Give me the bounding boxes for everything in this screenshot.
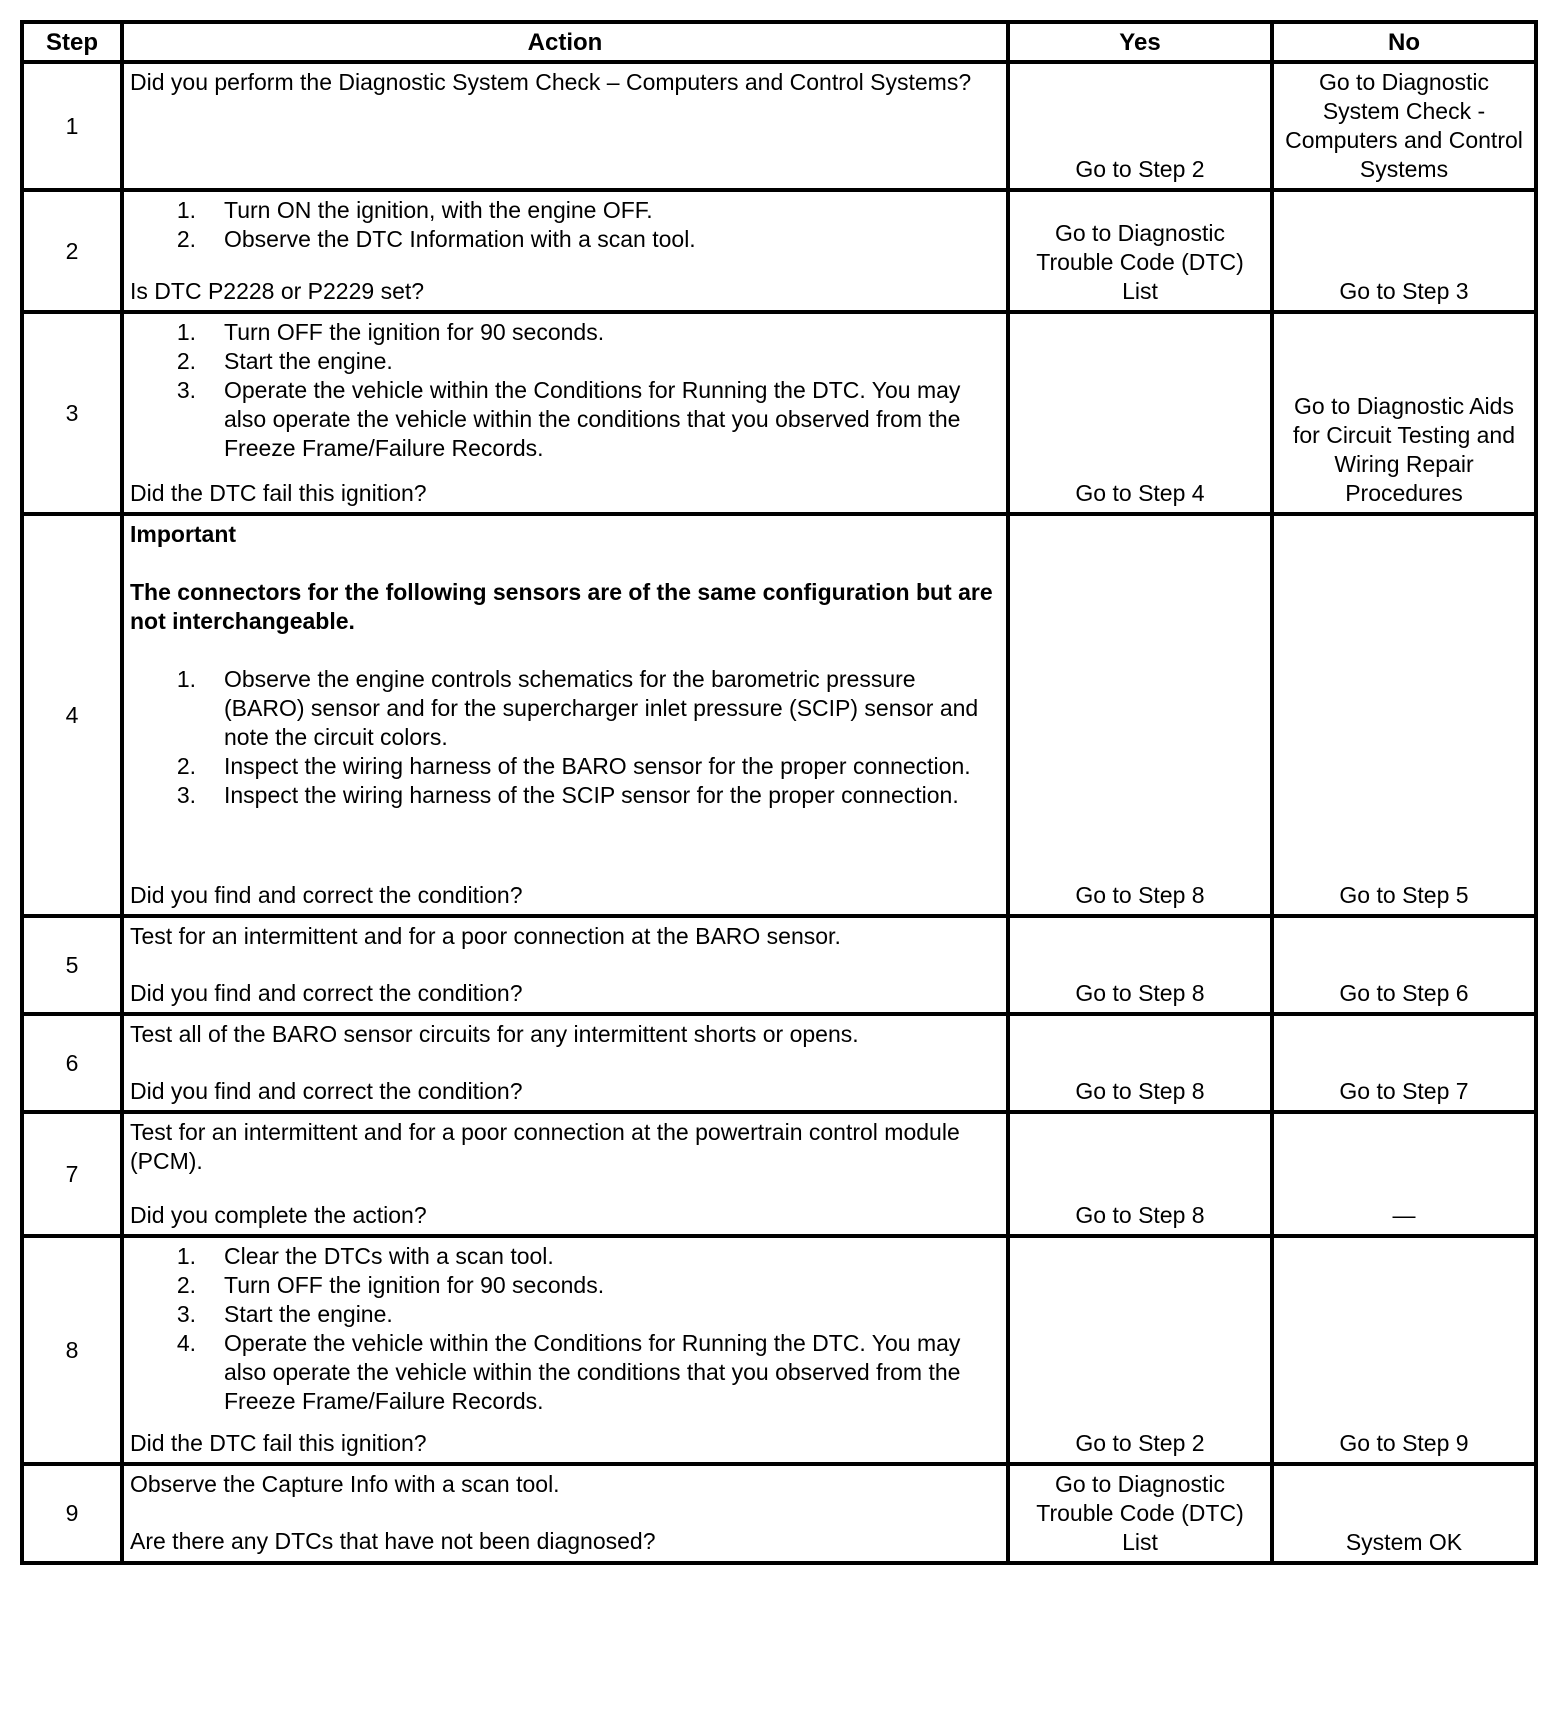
- yes-result: Go to Step 8: [1075, 882, 1205, 908]
- action-paragraph: Test for an intermittent and for a poor connection at the powertrain control module (PCM).: [130, 1119, 960, 1174]
- yes-cell: [1008, 1112, 1272, 1236]
- action-content: [124, 192, 1006, 310]
- no-cell: [1272, 916, 1536, 1014]
- action-cell: [122, 916, 1008, 1014]
- table-header-row: [22, 22, 1536, 62]
- header-action: Action: [122, 22, 1008, 62]
- action-paragraph: Test for an intermittent and for a poor connection at the BARO sensor.: [130, 923, 841, 949]
- list-item-number: 3.: [176, 782, 196, 808]
- list-item-text: Operate the vehicle within the Conditions for Running the DTC. You may also operate the vehicle within the conditions that you observed from the Freeze Frame/Failure Records.: [224, 1330, 961, 1414]
- action-cell: [122, 62, 1008, 190]
- action-steps-list: [130, 665, 1000, 810]
- list-item-number: 4.: [176, 1330, 196, 1356]
- list-item-text: Operate the vehicle within the Conditions for Running the DTC. You may also operate the vehicle within the conditions that you observed from the Freeze Frame/Failure Records.: [224, 377, 961, 461]
- step-number-cell: 2: [22, 190, 122, 312]
- list-item-text: Clear the DTCs with a scan tool.: [224, 1243, 554, 1269]
- table-row: [22, 1236, 1536, 1464]
- action-cell: [122, 190, 1008, 312]
- no-result: Go to Step 6: [1339, 980, 1469, 1006]
- no-result: —: [1392, 1202, 1416, 1228]
- action-paragraph: Observe the Capture Info with a scan tool.: [130, 1471, 560, 1497]
- no-cell: [1272, 1014, 1536, 1112]
- action-question: Are there any DTCs that have not been diagnosed?: [130, 1528, 656, 1554]
- action-question: Did you find and correct the condition?: [130, 980, 523, 1006]
- yes-cell: [1008, 190, 1272, 312]
- table-row: [22, 1464, 1536, 1563]
- list-item: [130, 196, 1000, 225]
- yes-cell: [1008, 1464, 1272, 1563]
- table-row: [22, 62, 1536, 190]
- list-item: [130, 752, 1000, 781]
- no-cell: [1272, 514, 1536, 916]
- action-instructions: [130, 68, 1000, 97]
- yes-result: Go to Diagnostic Trouble Code (DTC) List: [1036, 220, 1244, 304]
- action-instructions: [130, 1118, 1000, 1176]
- no-cell: [1272, 312, 1536, 514]
- list-item-text: Observe the DTC Information with a scan tool.: [224, 226, 696, 252]
- yes-cell: [1008, 514, 1272, 916]
- list-item: [130, 376, 1000, 463]
- step-number-cell: 9: [22, 1464, 122, 1563]
- action-instructions: [130, 1020, 1000, 1049]
- list-item: [130, 1242, 1000, 1271]
- action-instructions: [130, 1470, 1000, 1499]
- action-content: [124, 1114, 1006, 1234]
- action-question: Did you find and correct the condition?: [130, 1078, 523, 1104]
- action-instructions: [130, 520, 1000, 810]
- table-row: [22, 1112, 1536, 1236]
- list-item-number: 1.: [176, 197, 196, 223]
- table-row: [22, 514, 1536, 916]
- action-cell: [122, 1014, 1008, 1112]
- no-cell: [1272, 1236, 1536, 1464]
- list-item-number: 2.: [176, 348, 196, 374]
- action-instructions: [130, 1242, 1000, 1416]
- yes-result: Go to Diagnostic Trouble Code (DTC) List: [1036, 1471, 1244, 1555]
- action-content: [124, 1016, 1006, 1110]
- list-item: [130, 347, 1000, 376]
- list-item: [130, 781, 1000, 810]
- no-result: System OK: [1345, 1529, 1463, 1555]
- action-paragraph: Did you perform the Diagnostic System Check – Computers and Control Systems?: [130, 69, 972, 95]
- action-question: Did the DTC fail this ignition?: [130, 1430, 427, 1456]
- action-question: Did you find and correct the condition?: [130, 882, 523, 908]
- important-text: The connectors for the following sensors are of the same configuration but are not interchangeable.: [130, 579, 993, 634]
- header-yes: Yes: [1008, 22, 1272, 62]
- spacer: [130, 549, 1000, 578]
- list-item-number: 3.: [176, 1301, 196, 1327]
- list-item-text: Turn OFF the ignition for 90 seconds.: [224, 1272, 605, 1298]
- list-item: [130, 665, 1000, 752]
- table-row: [22, 916, 1536, 1014]
- table-row: [22, 312, 1536, 514]
- yes-cell: [1008, 62, 1272, 190]
- no-result: Go to Step 3: [1339, 278, 1469, 304]
- step-number-cell: 6: [22, 1014, 122, 1112]
- list-item-number: 3.: [176, 377, 196, 403]
- table-row: [22, 1014, 1536, 1112]
- action-steps-list: [130, 318, 1000, 463]
- list-item: [130, 225, 1000, 254]
- action-instructions: [130, 922, 1000, 951]
- yes-result: Go to Step 8: [1075, 980, 1205, 1006]
- list-item-number: 1.: [176, 666, 196, 692]
- action-cell: [122, 1112, 1008, 1236]
- list-item-number: 2.: [176, 1272, 196, 1298]
- table-body: [22, 62, 1536, 1563]
- no-result: Go to Step 5: [1339, 882, 1469, 908]
- no-result: Go to Diagnostic Aids for Circuit Testing and Wiring Repair Procedures: [1292, 393, 1515, 506]
- no-cell: [1272, 62, 1536, 190]
- action-question: Did the DTC fail this ignition?: [130, 480, 427, 506]
- yes-cell: [1008, 916, 1272, 1014]
- yes-result: Go to Step 8: [1075, 1202, 1205, 1228]
- list-item-text: Inspect the wiring harness of the BARO sensor for the proper connection.: [224, 753, 971, 779]
- action-steps-list: [130, 196, 1000, 254]
- action-instructions: [130, 196, 1000, 254]
- spacer: [130, 636, 1000, 665]
- header-no: No: [1272, 22, 1536, 62]
- step-number-cell: 3: [22, 312, 122, 514]
- list-item-text: Observe the engine controls schematics for the barometric pressure (BARO) sensor and for the supercharger inlet pressure (SCIP) sensor and note the circuit colors.: [224, 666, 979, 750]
- action-paragraph: Test all of the BARO sensor circuits for any intermittent shorts or opens.: [130, 1021, 859, 1047]
- header-step: Step: [22, 22, 122, 62]
- step-number-cell: 5: [22, 916, 122, 1014]
- no-cell: [1272, 1112, 1536, 1236]
- list-item-number: 1.: [176, 1243, 196, 1269]
- no-result: Go to Diagnostic System Check - Computers and Control Systems: [1285, 69, 1523, 182]
- yes-cell: [1008, 312, 1272, 514]
- action-cell: [122, 312, 1008, 514]
- diagnostic-table: [20, 20, 1538, 1565]
- yes-result: Go to Step 4: [1075, 480, 1205, 506]
- action-instructions: [130, 318, 1000, 463]
- action-cell: [122, 1236, 1008, 1464]
- action-question: Is DTC P2228 or P2229 set?: [130, 278, 425, 304]
- yes-cell: [1008, 1014, 1272, 1112]
- action-content: [124, 1238, 1006, 1462]
- list-item: [130, 318, 1000, 347]
- action-question: Did you complete the action?: [130, 1202, 427, 1228]
- important-label: Important: [130, 521, 237, 547]
- no-result: Go to Step 9: [1339, 1430, 1469, 1456]
- list-item-text: Start the engine.: [224, 1301, 393, 1327]
- list-item-number: 2.: [176, 753, 196, 779]
- action-content: [124, 1466, 1006, 1560]
- list-item: [130, 1300, 1000, 1329]
- action-cell: [122, 1464, 1008, 1563]
- list-item: [130, 1329, 1000, 1416]
- no-cell: [1272, 190, 1536, 312]
- list-item-number: 2.: [176, 226, 196, 252]
- action-content: [124, 918, 1006, 1012]
- action-content: [124, 64, 1006, 176]
- yes-result: Go to Step 2: [1075, 156, 1205, 182]
- action-cell: [122, 514, 1008, 916]
- no-cell: [1272, 1464, 1536, 1563]
- list-item-text: Turn ON the ignition, with the engine OFF.: [224, 197, 653, 223]
- list-item-number: 1.: [176, 319, 196, 345]
- table-row: [22, 190, 1536, 312]
- action-steps-list: [130, 1242, 1000, 1416]
- step-number-cell: 4: [22, 514, 122, 916]
- list-item: [130, 1271, 1000, 1300]
- no-result: Go to Step 7: [1339, 1078, 1469, 1104]
- action-content: [124, 314, 1006, 512]
- step-number-cell: 1: [22, 62, 122, 190]
- yes-cell: [1008, 1236, 1272, 1464]
- step-number-cell: 7: [22, 1112, 122, 1236]
- list-item-text: Start the engine.: [224, 348, 393, 374]
- list-item-text: Turn OFF the ignition for 90 seconds.: [224, 319, 605, 345]
- list-item-text: Inspect the wiring harness of the SCIP sensor for the proper connection.: [224, 782, 959, 808]
- action-content: [124, 516, 1006, 914]
- yes-result: Go to Step 8: [1075, 1078, 1205, 1104]
- step-number-cell: 8: [22, 1236, 122, 1464]
- yes-result: Go to Step 2: [1075, 1430, 1205, 1456]
